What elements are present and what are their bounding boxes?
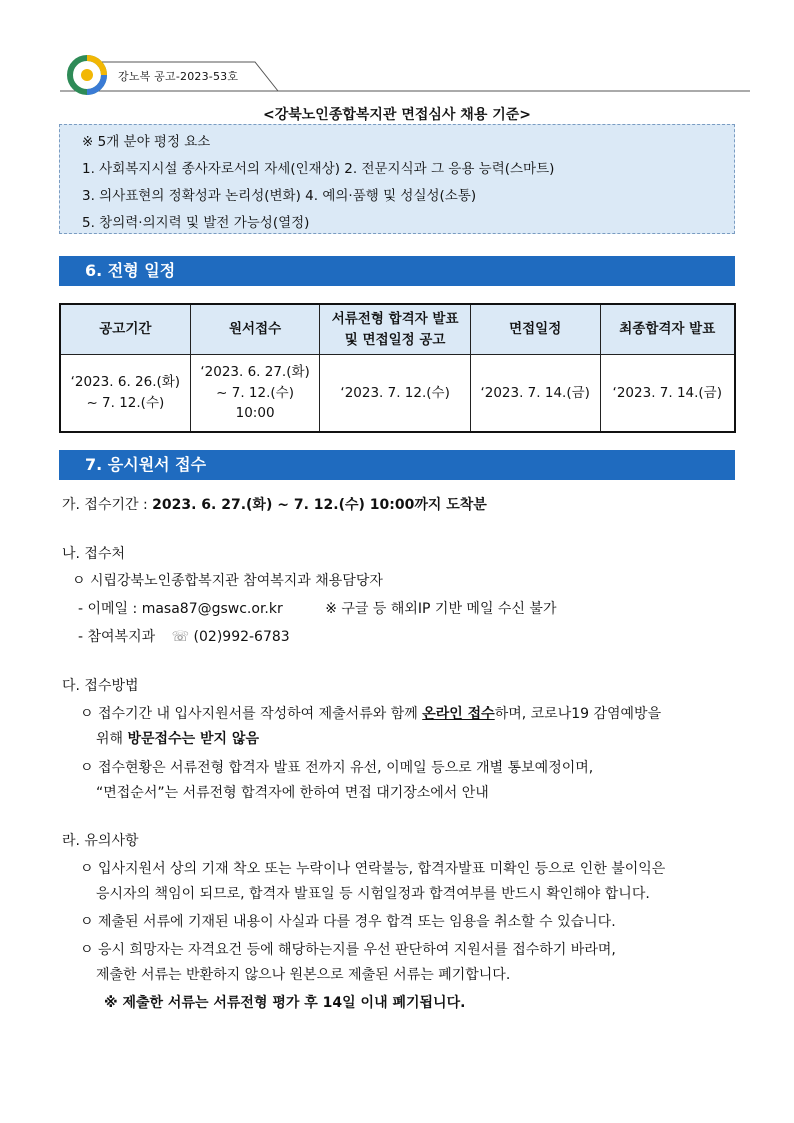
schedule-cell: ‘2023. 7. 14.(금)	[600, 355, 735, 433]
phone-label: - 참여복지과	[78, 629, 156, 645]
method-text: ㅇ 접수기간 내 입사지원서를 작성하여 제출서류와 함께	[80, 706, 423, 722]
method-text: 위해	[96, 731, 128, 747]
schedule-header: 원서접수	[190, 304, 320, 355]
criteria-intro: ※ 5개 분야 평정 요소	[82, 134, 211, 150]
reception-period-value: 2023. 6. 27.(화) ~ 7. 12.(수) 10:00까지 도착분	[152, 497, 487, 513]
phone-icon: ☏	[171, 629, 190, 645]
method-line-4: “면접순서”는 서류전형 합격자에 한하여 면접 대기장소에서 안내	[96, 785, 489, 801]
disposal-notice: ※ 제출한 서류는 서류전형 평가 후 14일 이내 폐기됩니다.	[104, 995, 466, 1011]
organization-logo	[66, 54, 108, 96]
method-text: 하며, 코로나19 감염예방을	[494, 706, 662, 722]
method-line-3: ㅇ 접수현황은 서류전형 합격자 발표 전까지 유선, 이메일 등으로 개별 통보예정이며,	[80, 760, 594, 776]
reception-place-label: 나. 접수처	[62, 546, 125, 562]
note-line-5: 제출한 서류는 반환하지 않으나 원본으로 제출된 서류는 폐기합니다.	[96, 967, 511, 983]
schedule-cell: ‘2023. 7. 12.(수)	[320, 355, 470, 433]
schedule-table	[59, 303, 736, 433]
schedule-cell: ‘2023. 6. 27.(화) ~ 7. 12.(수) 10:00	[190, 355, 320, 433]
schedule-header: 최종합격자 발표	[600, 304, 735, 355]
document-number: 강노복 공고-2023-53호	[118, 70, 239, 83]
criteria-box	[59, 124, 735, 234]
criteria-line-2: 3. 의사표현의 정확성과 논리성(변화) 4. 예의·품행 및 성실성(소통)	[82, 188, 477, 204]
schedule-header: 서류전형 합격자 발표 및 면접일정 공고	[320, 304, 470, 355]
online-reception-emphasis: 온라인 접수	[422, 706, 495, 722]
schedule-header: 면접일정	[470, 304, 600, 355]
reception-period	[62, 494, 487, 514]
phone-number: (02)992-6783	[193, 629, 290, 645]
note-line-3: ㅇ 제출된 서류에 기재된 내용이 사실과 다를 경우 합격 또는 임용을 취소할 수 있습니다.	[80, 914, 616, 930]
note-line-4: ㅇ 응시 희망자는 자격요건 등에 해당하는지를 우선 판단하여 지원서를 접수하기 바라며,	[80, 942, 616, 958]
schedule-cell: ‘2023. 6. 26.(화) ~ 7. 12.(수)	[60, 355, 190, 433]
reception-method-label: 다. 접수방법	[62, 678, 139, 694]
table-row	[60, 355, 735, 433]
method-line-1	[80, 703, 661, 723]
method-line-2	[96, 728, 259, 748]
email-line	[78, 598, 556, 618]
email-note: ※ 구글 등 해외IP 기반 메일 수신 불가	[325, 601, 557, 617]
note-line-2: 응시자의 책임이 되므로, 합격자 발표일 등 시험일정과 합격여부를 반드시 확인해야 합니다.	[96, 886, 650, 902]
no-visit-emphasis: 방문접수는 받지 않음	[127, 731, 259, 747]
reception-period-label: 가. 접수기간 :	[62, 497, 153, 513]
section-6-heading: 6. 전형 일정	[59, 256, 735, 286]
reception-office: ㅇ 시립강북노인종합복지관 참여복지과 채용담당자	[72, 573, 383, 589]
criteria-line-3: 5. 창의력·의지력 및 발전 가능성(열정)	[82, 215, 310, 231]
criteria-title: <강북노인종합복지관 면접심사 채용 기준>	[263, 107, 531, 123]
note-line-1: ㅇ 입사지원서 상의 기재 착오 또는 누락이나 연락불능, 합격자발표 미확인 등으로 인한 불이익은	[80, 861, 666, 877]
notes-label: 라. 유의사항	[62, 833, 139, 849]
schedule-cell: ‘2023. 7. 14.(금)	[470, 355, 600, 433]
email-address[interactable]: masa87@gswc.or.kr	[141, 601, 283, 617]
section-7-heading: 7. 응시원서 접수	[59, 450, 735, 480]
phone-line	[78, 626, 290, 646]
schedule-header: 공고기간	[60, 304, 190, 355]
email-label: - 이메일 :	[78, 601, 142, 617]
criteria-line-1: 1. 사회복지시설 종사자로서의 자세(인재상) 2. 전문지식과 그 응용 능력(스마트)	[82, 161, 555, 177]
